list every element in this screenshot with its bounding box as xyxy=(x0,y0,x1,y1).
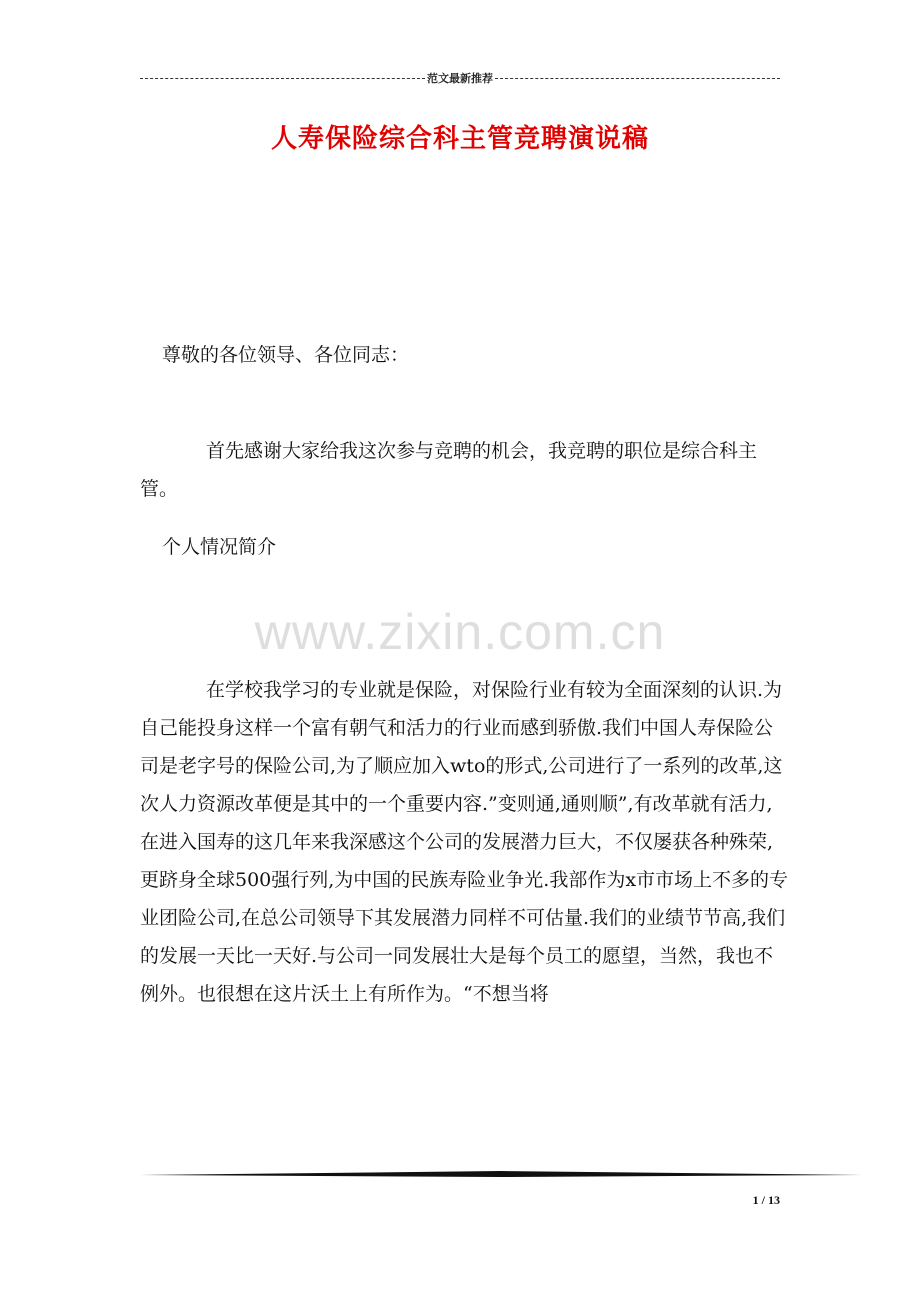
page-header xyxy=(140,68,780,88)
section-heading: 个人情况简介 xyxy=(162,536,277,558)
watermark: www.zixin.com.cn xyxy=(254,604,666,660)
header-dash-left xyxy=(140,78,425,79)
footer-rule xyxy=(140,1170,862,1178)
header-dash-right xyxy=(495,78,780,79)
header-label: 范文最新推荐 xyxy=(427,73,493,85)
greeting-paragraph: 尊敬的各位领导、各位同志： xyxy=(162,344,410,366)
intro-paragraph: 首先感谢大家给我这次参与竞聘的机会，我竞聘的职位是综合科主管。 xyxy=(140,440,758,500)
body-paragraph: 在学校我学习的专业就是保险，对保险行业有较为全面深刻的认识.为自己能投身这样一个富有朝气和活力的行业而感到骄傲.我们中国人寿保险公司是老字号的保险公司,为了顺应加入wto的形式,公司进行了一系列的改革,这次人力资源改革便是其中的一个重要内容.”变则通,通则顺”,有改革就有活力,在进入国寿的这几年来我深感这个公司的发展潜力巨大，不仅屡获各种殊荣,更跻身全球500强行列,为中国的民族寿险业争光.我部作为x市市场上不多的专业团险公司,在总公司领导下其发展潜力同样不可估量.我们的业绩节节高,我们的发展一天比一天好.与公司一同发展壮大是每个员工的愿望，当然，我也不例外。也很想在这片沃土上有所作为。“不想当将 xyxy=(140,679,789,1005)
page-number: 1 / 13 xyxy=(752,1193,780,1207)
document-title: 人寿保险综合科主管竞聘演说稿 xyxy=(270,124,649,154)
